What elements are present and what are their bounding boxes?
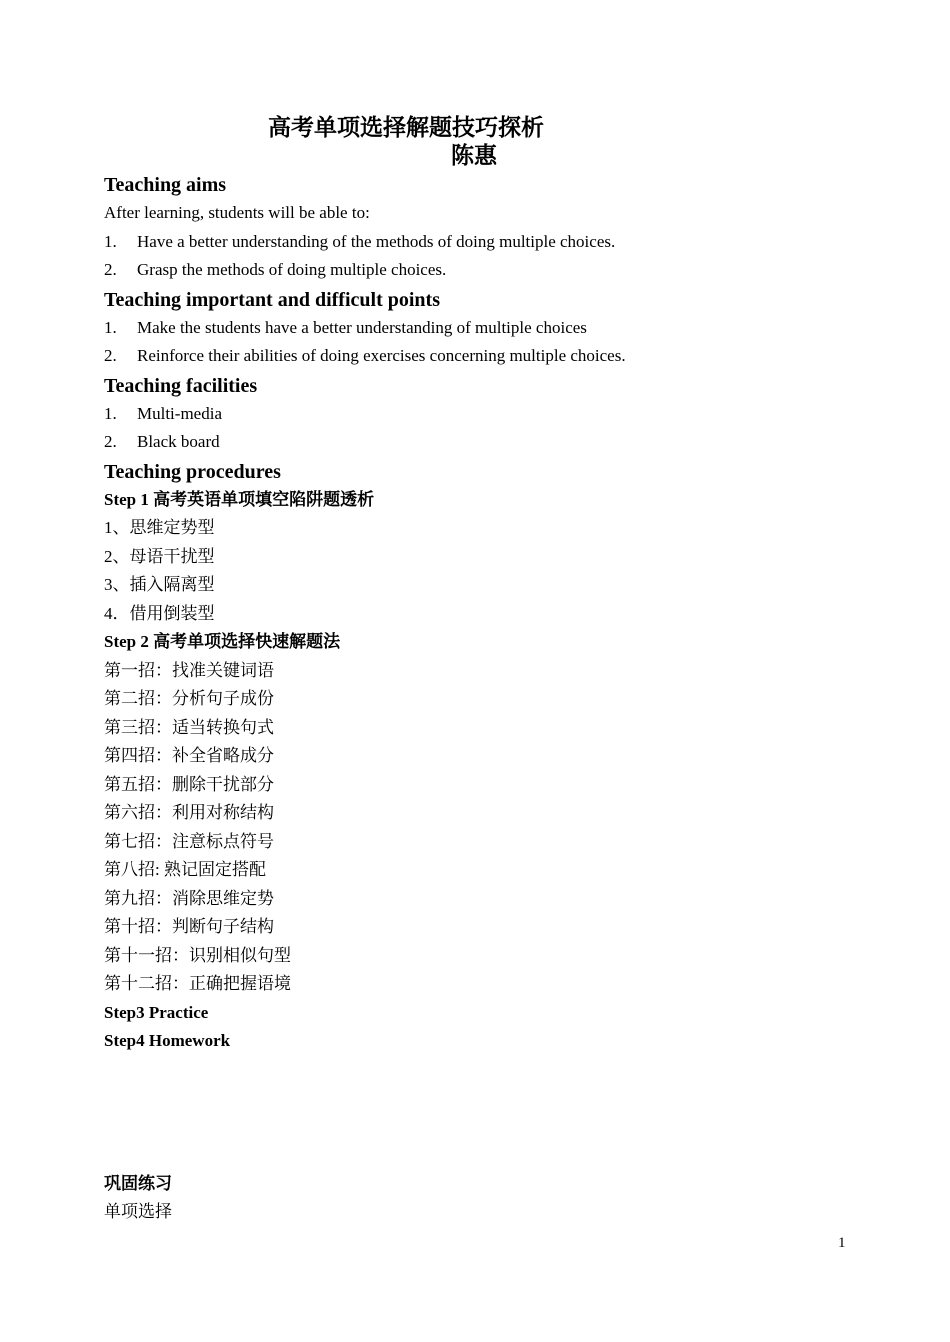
list-text: Make the students have a better understanding of multiple choices — [137, 317, 587, 337]
list-item — [104, 400, 864, 429]
step2-heading: Step 2 高考单项选择快速解题法 — [104, 632, 341, 651]
list-item — [104, 256, 864, 285]
step4-heading: Step4 Homework — [104, 1031, 231, 1050]
step2-item: 第六招：利用对称结构 — [104, 803, 274, 822]
section-heading-facilities: Teaching facilities — [104, 374, 258, 397]
section-heading-aims: Teaching aims — [104, 174, 227, 196]
document-body — [104, 114, 864, 1227]
section-heading-points: Teaching important and difficult points — [104, 288, 440, 311]
list-text: Black board — [137, 432, 220, 451]
step2-item: 第十二招：正确把握语境 — [104, 974, 291, 993]
list-number: 2. — [104, 260, 117, 279]
blank-space — [104, 1056, 864, 1170]
step1-item: 3、插入隔离型 — [104, 575, 215, 594]
list-number: 1. — [104, 231, 117, 251]
step2-item: 第七招：注意标点符号 — [104, 831, 274, 851]
list-text: Multi-media — [137, 403, 222, 423]
step2-item: 第九招：消除思维定势 — [104, 888, 274, 908]
step2-item: 第一招：找准关键词语 — [104, 660, 274, 680]
list-text: Reinforce their abilities of doing exercises concerning multiple choices. — [137, 346, 626, 365]
step1-item: 4．借用倒装型 — [104, 603, 215, 623]
consolidation-subheading: 单项选择 — [104, 1202, 172, 1221]
step2-item: 第三招：适当转换句式 — [104, 717, 274, 737]
step2-item: 第十一招：识别相似句型 — [104, 945, 291, 965]
step1-heading: Step 1 高考英语单项填空陷阱题透析 — [104, 489, 375, 509]
list-item — [104, 428, 864, 457]
list-number: 1. — [104, 403, 117, 423]
list-item — [104, 342, 864, 371]
list-text: Have a better understanding of the methods of doing multiple choices. — [137, 231, 616, 251]
step2-item: 第五招：删除干扰部分 — [104, 774, 274, 794]
list-number: 1. — [104, 317, 117, 337]
section-heading-procedures: Teaching procedures — [104, 460, 281, 483]
aims-intro: After learning, students will be able to: — [104, 203, 370, 222]
list-item — [104, 228, 864, 257]
document-author: 陈惠 — [451, 143, 497, 168]
step2-item: 第四招：补全省略成分 — [104, 746, 274, 765]
page-number: 1 — [838, 1235, 846, 1251]
step1-item: 1、思维定势型 — [104, 518, 215, 537]
list-text: Grasp the methods of doing multiple choices. — [137, 260, 447, 279]
list-item — [104, 314, 864, 343]
list-number: 2. — [104, 346, 117, 365]
step2-item: 第二招：分析句子成份 — [104, 689, 274, 708]
step1-item: 2、母语干扰型 — [104, 546, 215, 566]
step2-item: 第十招：判断句子结构 — [104, 917, 274, 936]
step3-heading: Step3 Practice — [104, 1002, 209, 1022]
consolidation-heading: 巩固练习 — [104, 1173, 172, 1193]
list-number: 2. — [104, 432, 117, 451]
document-title: 高考单项选择解题技巧探析 — [268, 115, 544, 140]
step2-item: 第八招: 熟记固定搭配 — [104, 860, 266, 879]
